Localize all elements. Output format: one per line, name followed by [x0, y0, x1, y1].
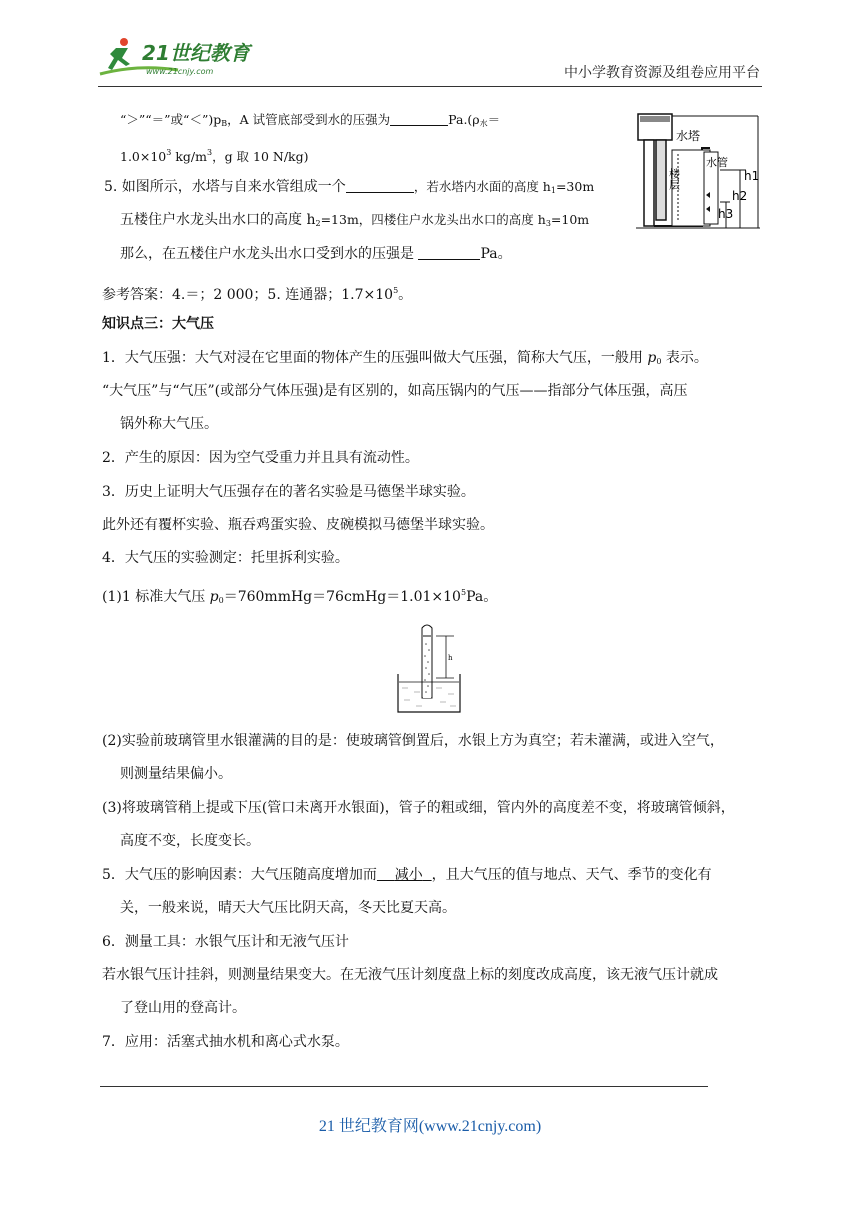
footer-divider — [100, 1086, 708, 1087]
torricelli-figure — [396, 622, 462, 714]
svg-text:21世纪教育: 21世纪教育 — [142, 41, 250, 65]
q4-line-1: “＞”“＝”或“$<”)p_B$，A 试管底部受到水的压强为 $Pa.(\rho_水=$ — [120, 112, 501, 128]
point-2: 2．产生的原因：因为空气受重力并且具有流动性。 — [102, 450, 419, 466]
svg-text:水管: 水管 — [706, 156, 728, 169]
point-5-line-2: 关，一般来说，晴天大气压比阴天高，冬天比夏天高。 — [120, 900, 456, 916]
point-1-note-line-2: 锅外称大气压。 — [120, 416, 218, 432]
point-3: 3．历史上证明大气压强存在的著名实验是马德堡半球实验。 — [102, 484, 475, 500]
svg-text:h: h — [448, 654, 453, 662]
footer-link[interactable]: 21 世纪教育网(www.21cnjy.com) — [318, 1118, 542, 1135]
site-logo — [98, 34, 268, 78]
q5-line-1: 5. 如图所示，水塔与自来水管组成一个 ，若水塔内水面的高度 $h_1=30m$ — [104, 179, 595, 195]
answer-blank — [418, 245, 480, 260]
point-4: 4．大气压的实验测定：托里拆利实验。 — [102, 550, 349, 566]
section-title: 知识点三：大气压 — [102, 316, 214, 332]
svg-text:www.21cnjy.com: www.21cnjy.com — [146, 67, 214, 76]
svg-text:h1: h1 — [744, 169, 760, 183]
q4-line-2: $1.0\times 10^3$ $kg/m^3$，g 取 10 N/kg) — [120, 148, 309, 164]
point-4-2-line-2: 则测量结果偏小。 — [120, 766, 232, 782]
answer-blank — [390, 111, 448, 126]
point-4-1: (1)1 标准大气压 $p_0=760mmHg=76cmHg=1.01\times 10^5Pa$。 — [102, 588, 498, 605]
answer-blank — [346, 178, 414, 193]
point-1-note-line-1: “大气压”与“气压”(或部分气体压强)是有区别的，如高压锅内的气压——指部分气体压强，高压 — [102, 383, 688, 399]
reference-answer: 参考答案：4.＝；2 000；5. 连通器；$1.7\times 10^5$。 — [102, 286, 413, 303]
svg-text:楼层: 楼层 — [667, 168, 681, 190]
point-4-3-line-1: (3)将玻璃管稍上提或下压(管口未离开水银面)，管子的粗或细，管内外的高度差不变，将玻璃管倾斜， — [102, 800, 735, 816]
point-4-2-line-1: (2)实验前玻璃管里水银灌满的目的是：使玻璃管倒置后，水银上方为真空；若未灌满，或进入空气， — [102, 733, 724, 749]
svg-text:h3: h3 — [718, 207, 734, 221]
point-6: 6．测量工具：水银气压计和无液气压计 — [102, 934, 349, 950]
point-6-note-line-1: 若水银气压计挂斜，则测量结果变大。在无液气压计刻度盘上标的刻度改成高度，该无液气压计就成 — [102, 967, 718, 983]
q5-line-2: 五楼住户水龙头出水口的高度 $h_2=13m$，四楼住户水龙头出水口的高度 $h_3=10m$ — [120, 212, 590, 228]
point-7: 7．应用：活塞式抽水机和离心式水泵。 — [102, 1034, 349, 1050]
svg-text:水塔: 水塔 — [676, 129, 701, 143]
fill-answer: 减小 — [394, 867, 423, 883]
point-3-extra: 此外还有覆杯实验、瓶吞鸡蛋实验、皮碗模拟马德堡半球实验。 — [102, 517, 494, 533]
svg-text:h2: h2 — [732, 189, 748, 203]
point-5-line-1: 5．大气压的影响因素：大气压随高度增加而 减小 ，且大气压的值与地点、天气、季节的变化有 — [102, 867, 712, 883]
point-6-note-line-2: 了登山用的登高计。 — [120, 1000, 246, 1016]
header-divider — [98, 86, 762, 87]
platform-name: 中小学教育资源及组卷应用平台 — [564, 65, 760, 81]
q5-line-3: 那么，在五楼住户水龙头出水口受到水的压强是 Pa。 — [120, 246, 512, 262]
point-4-3-line-2: 高度不变，长度变长。 — [120, 833, 260, 849]
page-header — [98, 34, 760, 84]
water-tower-figure — [626, 108, 762, 238]
point-1: 1．大气压强：大气对浸在它里面的物体产生的压强叫做大气压强，简称大气压，一般用 $p_0$ 表示。 — [102, 350, 708, 366]
